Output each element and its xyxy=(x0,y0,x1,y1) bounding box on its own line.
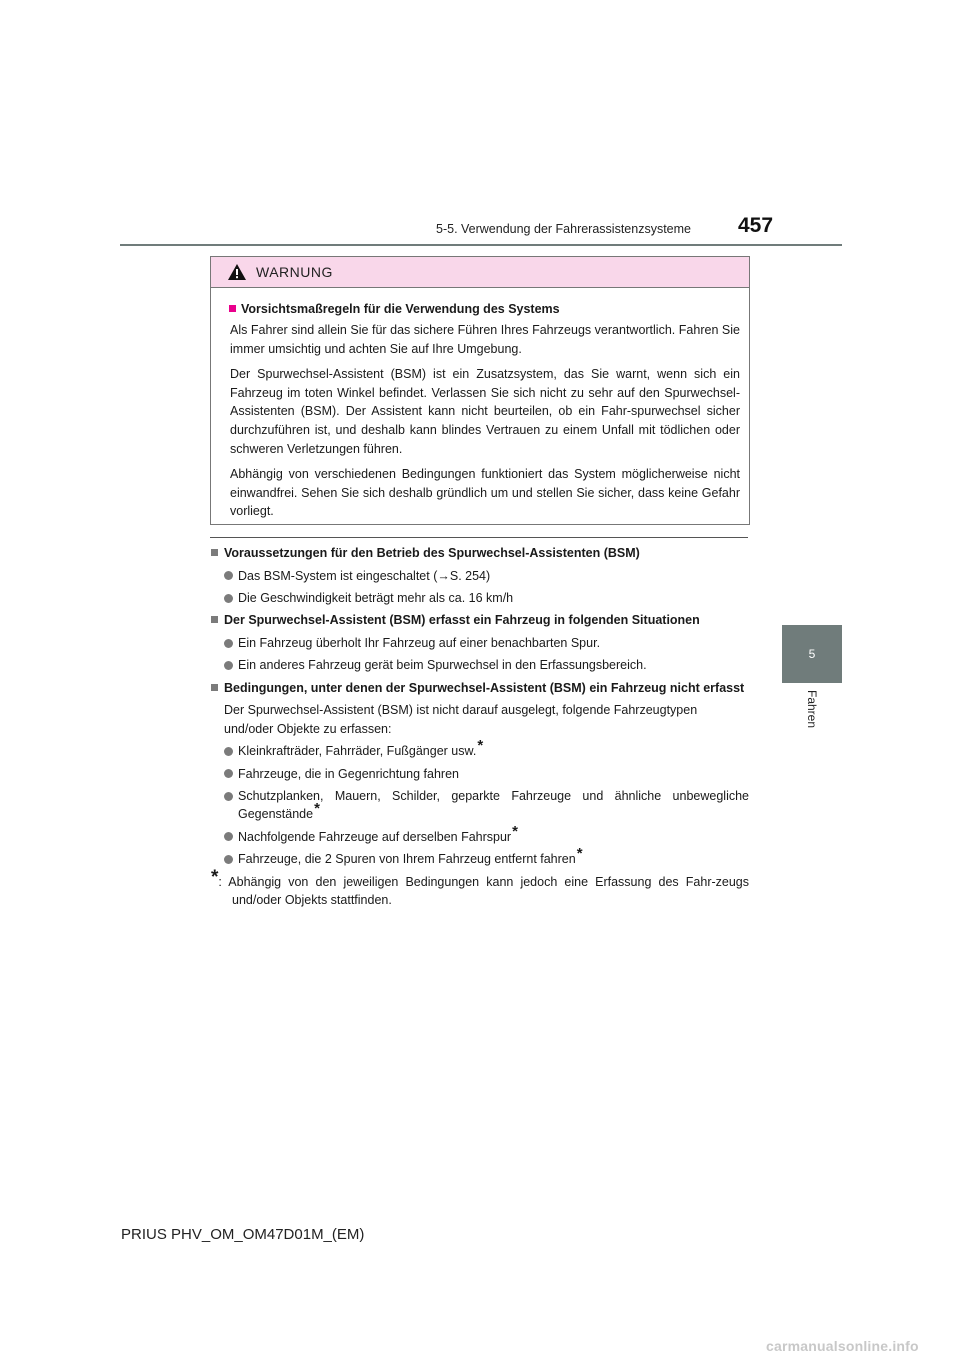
bullet-dot-icon xyxy=(224,747,233,756)
document-code: PRIUS PHV_OM_OM47D01M_(EM) xyxy=(121,1226,365,1243)
warning-triangle-icon xyxy=(227,263,247,281)
square-bullet-icon xyxy=(211,549,218,556)
warning-title: WARNUNG xyxy=(256,264,333,280)
square-bullet-icon xyxy=(211,616,218,623)
warning-heading: Vorsichtsmaßregeln für die Verwendung des Systems xyxy=(229,300,740,318)
list-item: Die Geschwindigkeit beträgt mehr als ca. 16 km/h xyxy=(224,589,749,607)
warning-box xyxy=(210,256,750,525)
bullet-dot-icon xyxy=(224,571,233,580)
section-heading: Der Spurwechsel-Assistent (BSM) erfasst ein Fahrzeug in folgenden Situationen xyxy=(211,611,749,630)
bullet-dot-icon xyxy=(224,769,233,778)
bullet-dot-icon xyxy=(224,832,233,841)
list-item: Das BSM-System ist eingeschaltet (→S. 254) xyxy=(224,567,749,585)
square-bullet-icon xyxy=(229,305,236,312)
list-item: Nachfolgende Fahrzeuge auf derselben Fahrspur* xyxy=(224,828,749,846)
warning-body xyxy=(211,288,749,521)
chapter-name: Fahren xyxy=(805,690,819,729)
bullet-dot-icon xyxy=(224,855,233,864)
page-number: 457 xyxy=(738,214,774,237)
chapter-number: 5 xyxy=(808,647,816,661)
watermark: carmanualsonline.info xyxy=(766,1338,919,1354)
list-item: Fahrzeuge, die in Gegenrichtung fahren xyxy=(224,765,749,783)
list-item: Kleinkrafträder, Fahrräder, Fußgänger usw.* xyxy=(224,742,749,760)
bullet-dot-icon xyxy=(224,661,233,670)
running-header-section: 5-5. Verwendung der Fahrerassistenzsysteme xyxy=(436,222,691,236)
footnote-marker: * xyxy=(512,822,518,840)
section-intro: Der Spurwechsel-Assistent (BSM) ist nicht darauf ausgelegt, folgende Fahrzeugtypen und/oder Objekte zu erfassen: xyxy=(224,703,698,736)
section-divider xyxy=(210,537,748,538)
warning-header xyxy=(211,257,749,288)
warning-paragraph: Der Spurwechsel-Assistent (BSM) ist ein Zusatzsystem, das Sie warnt, wenn sich ein Fahrzeug im toten Winkel befindet. Verlassen Sie sich nicht zu sehr auf den Spurwechsel-Assistenten (BSM). Der Assistent kann nicht beurteilen, ob ein Fahr-spurwechsel sicher durchzuführen ist, und deshalb kann blindes Vertrauen zu einem Unfall mit tödlichen oder schweren Verletzungen führen. xyxy=(230,367,740,456)
list-item: Ein Fahrzeug überholt Ihr Fahrzeug auf einer benachbarten Spur. xyxy=(224,634,749,652)
section-heading: Voraussetzungen für den Betrieb des Spurwechsel-Assistenten (BSM) xyxy=(211,544,749,563)
footnote-marker: * xyxy=(211,866,219,888)
footnote: *: Abhängig von den jeweiligen Bedingungen kann jedoch eine Erfassung des Fahr-zeugs und/oder Objekts stattfinden. xyxy=(211,866,749,908)
main-content xyxy=(211,544,749,909)
bullet-dot-icon xyxy=(224,594,233,603)
bullet-dot-icon xyxy=(224,792,233,801)
footnote-marker: * xyxy=(314,800,320,818)
square-bullet-icon xyxy=(211,684,218,691)
footnote-marker: * xyxy=(477,737,484,755)
header-divider xyxy=(120,244,842,246)
list-item: Ein anderes Fahrzeug gerät beim Spurwechsel in den Erfassungsbereich. xyxy=(224,656,749,674)
warning-paragraph: Als Fahrer sind allein Sie für das sichere Führen Ihres Fahrzeugs verantwortlich. Fahren Sie immer umsichtig und achten Sie auf Ihre Umgebung. xyxy=(230,323,740,356)
list-item: Fahrzeuge, die 2 Spuren von Ihrem Fahrzeug entfernt fahren* xyxy=(224,850,749,868)
bullet-dot-icon xyxy=(224,639,233,648)
chapter-tab xyxy=(782,625,842,683)
warning-paragraph: Abhängig von verschiedenen Bedingungen funktioniert das System möglicherweise nicht einwandfrei. Sehen Sie sich deshalb gründlich um und stellen Sie sicher, dass keine Gefahr vorliegt. xyxy=(230,467,740,519)
footnote-marker: * xyxy=(576,845,583,863)
list-item: Schutzplanken, Mauern, Schilder, geparkte Fahrzeuge und ähnliche unbewegliche Gegenstände* xyxy=(224,787,749,824)
section-heading: Bedingungen, unter denen der Spurwechsel-Assistent (BSM) ein Fahrzeug nicht erfasst xyxy=(211,679,749,698)
